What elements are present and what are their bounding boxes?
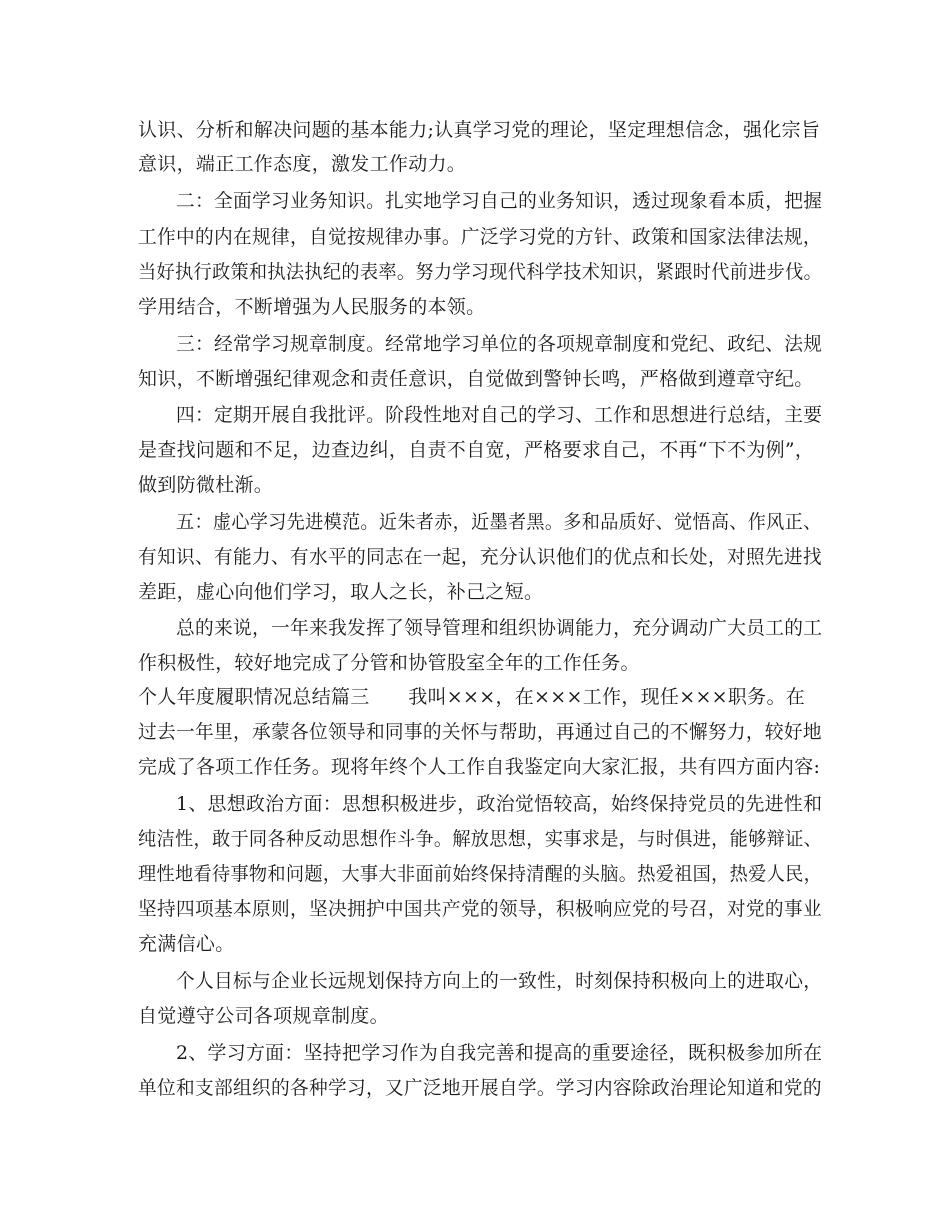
text-line: 知识，不断增强纪律观念和责任意识，自觉做到警钟长鸣，严格做到遵章守纪。: [138, 368, 814, 390]
text-line: 过去一年里，承蒙各位领导和同事的关怀与帮助，再通过自己的不懈努力，较好地: [138, 721, 822, 743]
text-line: 是查找问题和不足，边查边纠，自责不自宽，严格要求自己，不再“下不为例”，: [138, 439, 815, 461]
paragraph-start: 三：经常学习规章制度。经常地学习单位的各项规章制度和党纪、政纪、法规: [176, 333, 823, 355]
paragraph-start: 四：定期开展自我批评。阶段性地对自己的学习、工作和思想进行总结，主要: [176, 404, 823, 426]
paragraph-start: 二：全面学习业务知识。扎实地学习自己的业务知识，透过现象看本质，把握: [176, 190, 823, 212]
text-line: 做到防微杜渐。: [138, 474, 274, 496]
text-line: 自觉遵守公司各项规章制度。: [138, 1005, 389, 1027]
text-line: 充满信心。: [138, 933, 235, 955]
text-line: 作积极性，较好地完成了分管和协管股室全年的工作任务。: [138, 652, 640, 674]
paragraph-start: 个人目标与企业长远规划保持方向上的一致性，时刻保持积极向上的进取心，: [176, 970, 823, 992]
text-line: 差距，虚心向他们学习，取人之长，补己之短。: [138, 581, 544, 603]
text-line: 学用结合，不断增强为人民服务的本领。: [138, 296, 486, 318]
text-line: 有知识、有能力、有水平的同志在一起，充分认识他们的优点和长处，对照先进找: [138, 546, 822, 568]
text-line: 坚持四项基本原则，坚决拥护中国共产党的领导，积极响应党的号召，对党的事业: [138, 898, 822, 920]
paragraph-start: 1、思想政治方面：思想积极进步，政治觉悟较高，始终保持党员的先进性和: [176, 793, 823, 815]
text-line: 纯洁性，敢于同各种反动思想作斗争。解放思想，实事求是，与时俱进，能够辩证、: [138, 828, 823, 850]
text-line: 意识，端正工作态度，激发工作动力。: [138, 153, 467, 175]
paragraph-start: 2、学习方面：坚持把学习作为自我完善和提高的重要途径，既积极参加所在: [176, 1042, 823, 1064]
text-line: 理性地看待事物和问题，大事大非面前始终保持清醒的头脑。热爱祖国，热爱人民，: [138, 863, 823, 885]
text-line: 完成了各项工作任务。现将年终个人工作自我鉴定向大家汇报，共有四方面内容:: [138, 756, 821, 778]
paragraph-start: 总的来说，一年来我发挥了领导管理和组织协调能力，充分调动广大员工的工: [176, 617, 823, 639]
text-line: 工作中的内在规律，自觉按规律办事。广泛学习党的方针、政策和国家法律法规，: [138, 226, 822, 248]
section-heading-line: 个人年度履职情况总结篇三 我叫×××，在×××工作，现任×××职务。在: [138, 686, 806, 708]
text-line: 当好执行政策和执法执纪的表率。努力学习现代科学技术知识，紧跟时代前进步伐。: [138, 261, 823, 283]
paragraph-start: 五：虚心学习先进模范。近朱者赤，近墨者黑。多和品质好、觉悟高、作风正、: [176, 511, 822, 533]
text-line: 单位和支部组织的各种学习，又广泛地开展自学。学习内容除政治理论知道和党的: [138, 1077, 822, 1099]
text-line: 认识、分析和解决问题的基本能力;认真学习党的理论，坚定理想信念，强化宗旨: [138, 119, 821, 141]
